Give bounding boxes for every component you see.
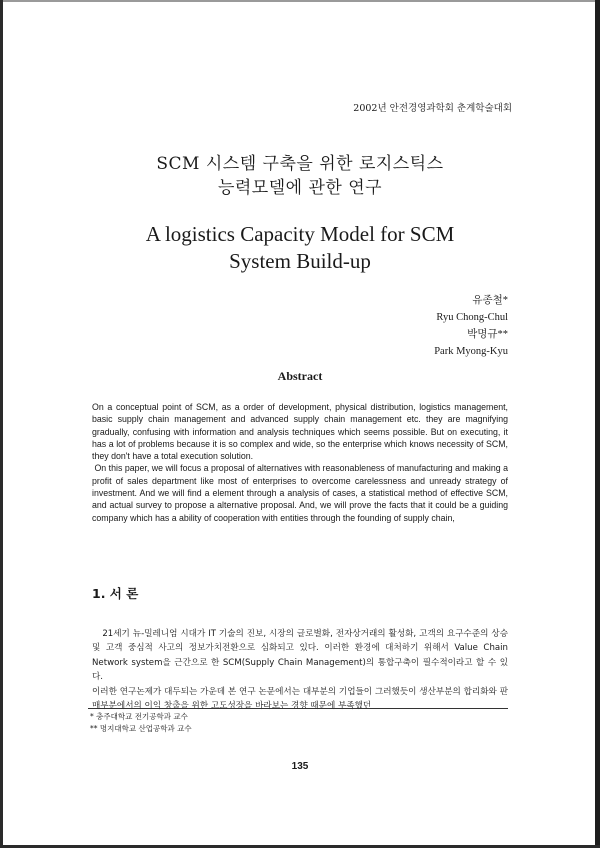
scan-edge-left <box>0 0 3 848</box>
conference-header: 2002년 안전경영과학회 춘계학술대회 <box>353 103 512 114</box>
section-1-paragraph-1: 21세기 뉴-밀레니엄 시대가 IT 기술의 진보, 시장의 글로벌화, 전자상거래의 활성화, 고객의 요구수준의 상승 및 고객 중심적 사고의 정보가치전환으로 심화되고 있다. 이러한 환경에 대처하기 위해서 Value Chain Network system을 근간으로 한 SCM(Supply Chain Management)의 통합구축이 필수적이라고 할 수 있다. <box>92 629 508 683</box>
section-1-paragraph-2: 이러한 연구논제가 대두되는 가운데 본 연구 논문에서는 대부분의 기업들이 그러했듯이 생산부분의 합리화와 판매부분에서의 이익 창출을 위한 고도성장을 바라보는 경향 때문에 부족했던 <box>92 686 508 712</box>
english-title-line-2: System Build-up <box>229 249 371 273</box>
scan-edge-right <box>595 0 600 848</box>
footnote-2: ** 명지대학교 산업공학과 교수 <box>90 724 192 733</box>
english-title-line-1: A logistics Capacity Model for SCM <box>145 222 455 246</box>
author-2-korean-name: 박명규** <box>467 329 508 340</box>
korean-title-line-2: 능력모델에 관한 연구 <box>217 178 383 198</box>
abstract-heading: Abstract <box>277 369 323 383</box>
korean-title-line-1: SCM 시스템 구축을 위한 로지스틱스 <box>156 154 444 174</box>
footnote-1: * 충주대학교 전기공학과 교수 <box>90 712 188 721</box>
english-title <box>0 221 600 275</box>
abstract-paragraph-1: On a conceptual point of SCM, as a order of development, physical distribution, logistics management, basic supply chain management and advanced supply chain management etc. they are magnifying gradually, confusing with information and analysis techniques which seems possible. But on executing, it has a lot of problems because it is so complex and wide, so the enterprise which knows necessity of SCM, they don't have a total execution solution. <box>92 402 508 462</box>
section-1-heading: 1. 서 론 <box>92 586 139 601</box>
section-1-body <box>92 627 508 713</box>
page-number: 135 <box>291 761 309 772</box>
author-1-korean-name: 유종철* <box>472 295 508 306</box>
scan-edge-top <box>0 0 600 2</box>
footnote-divider <box>88 708 508 709</box>
author-1-english-name: Ryu Chong-Chul <box>436 312 508 323</box>
abstract-paragraph-2: On this paper, we will focus a proposal of alternatives with reasonableness of manufacturing and making a profit of sales department like most of enterprises to overcome carelessness and unready strategy of investment. And we will find a element through a analysis of cases, a statistical method of effective SCM, and actual survey to propose a alternative proposal. And, we will prove the facts that it could be a guiding company which has a ability of cooperation with entities through the founding of supply chain, <box>92 463 511 523</box>
author-block <box>434 292 508 360</box>
author-2-english-name: Park Myong-Kyu <box>434 346 508 357</box>
footnotes <box>90 711 192 735</box>
abstract-body <box>92 401 511 524</box>
korean-title <box>0 152 600 200</box>
